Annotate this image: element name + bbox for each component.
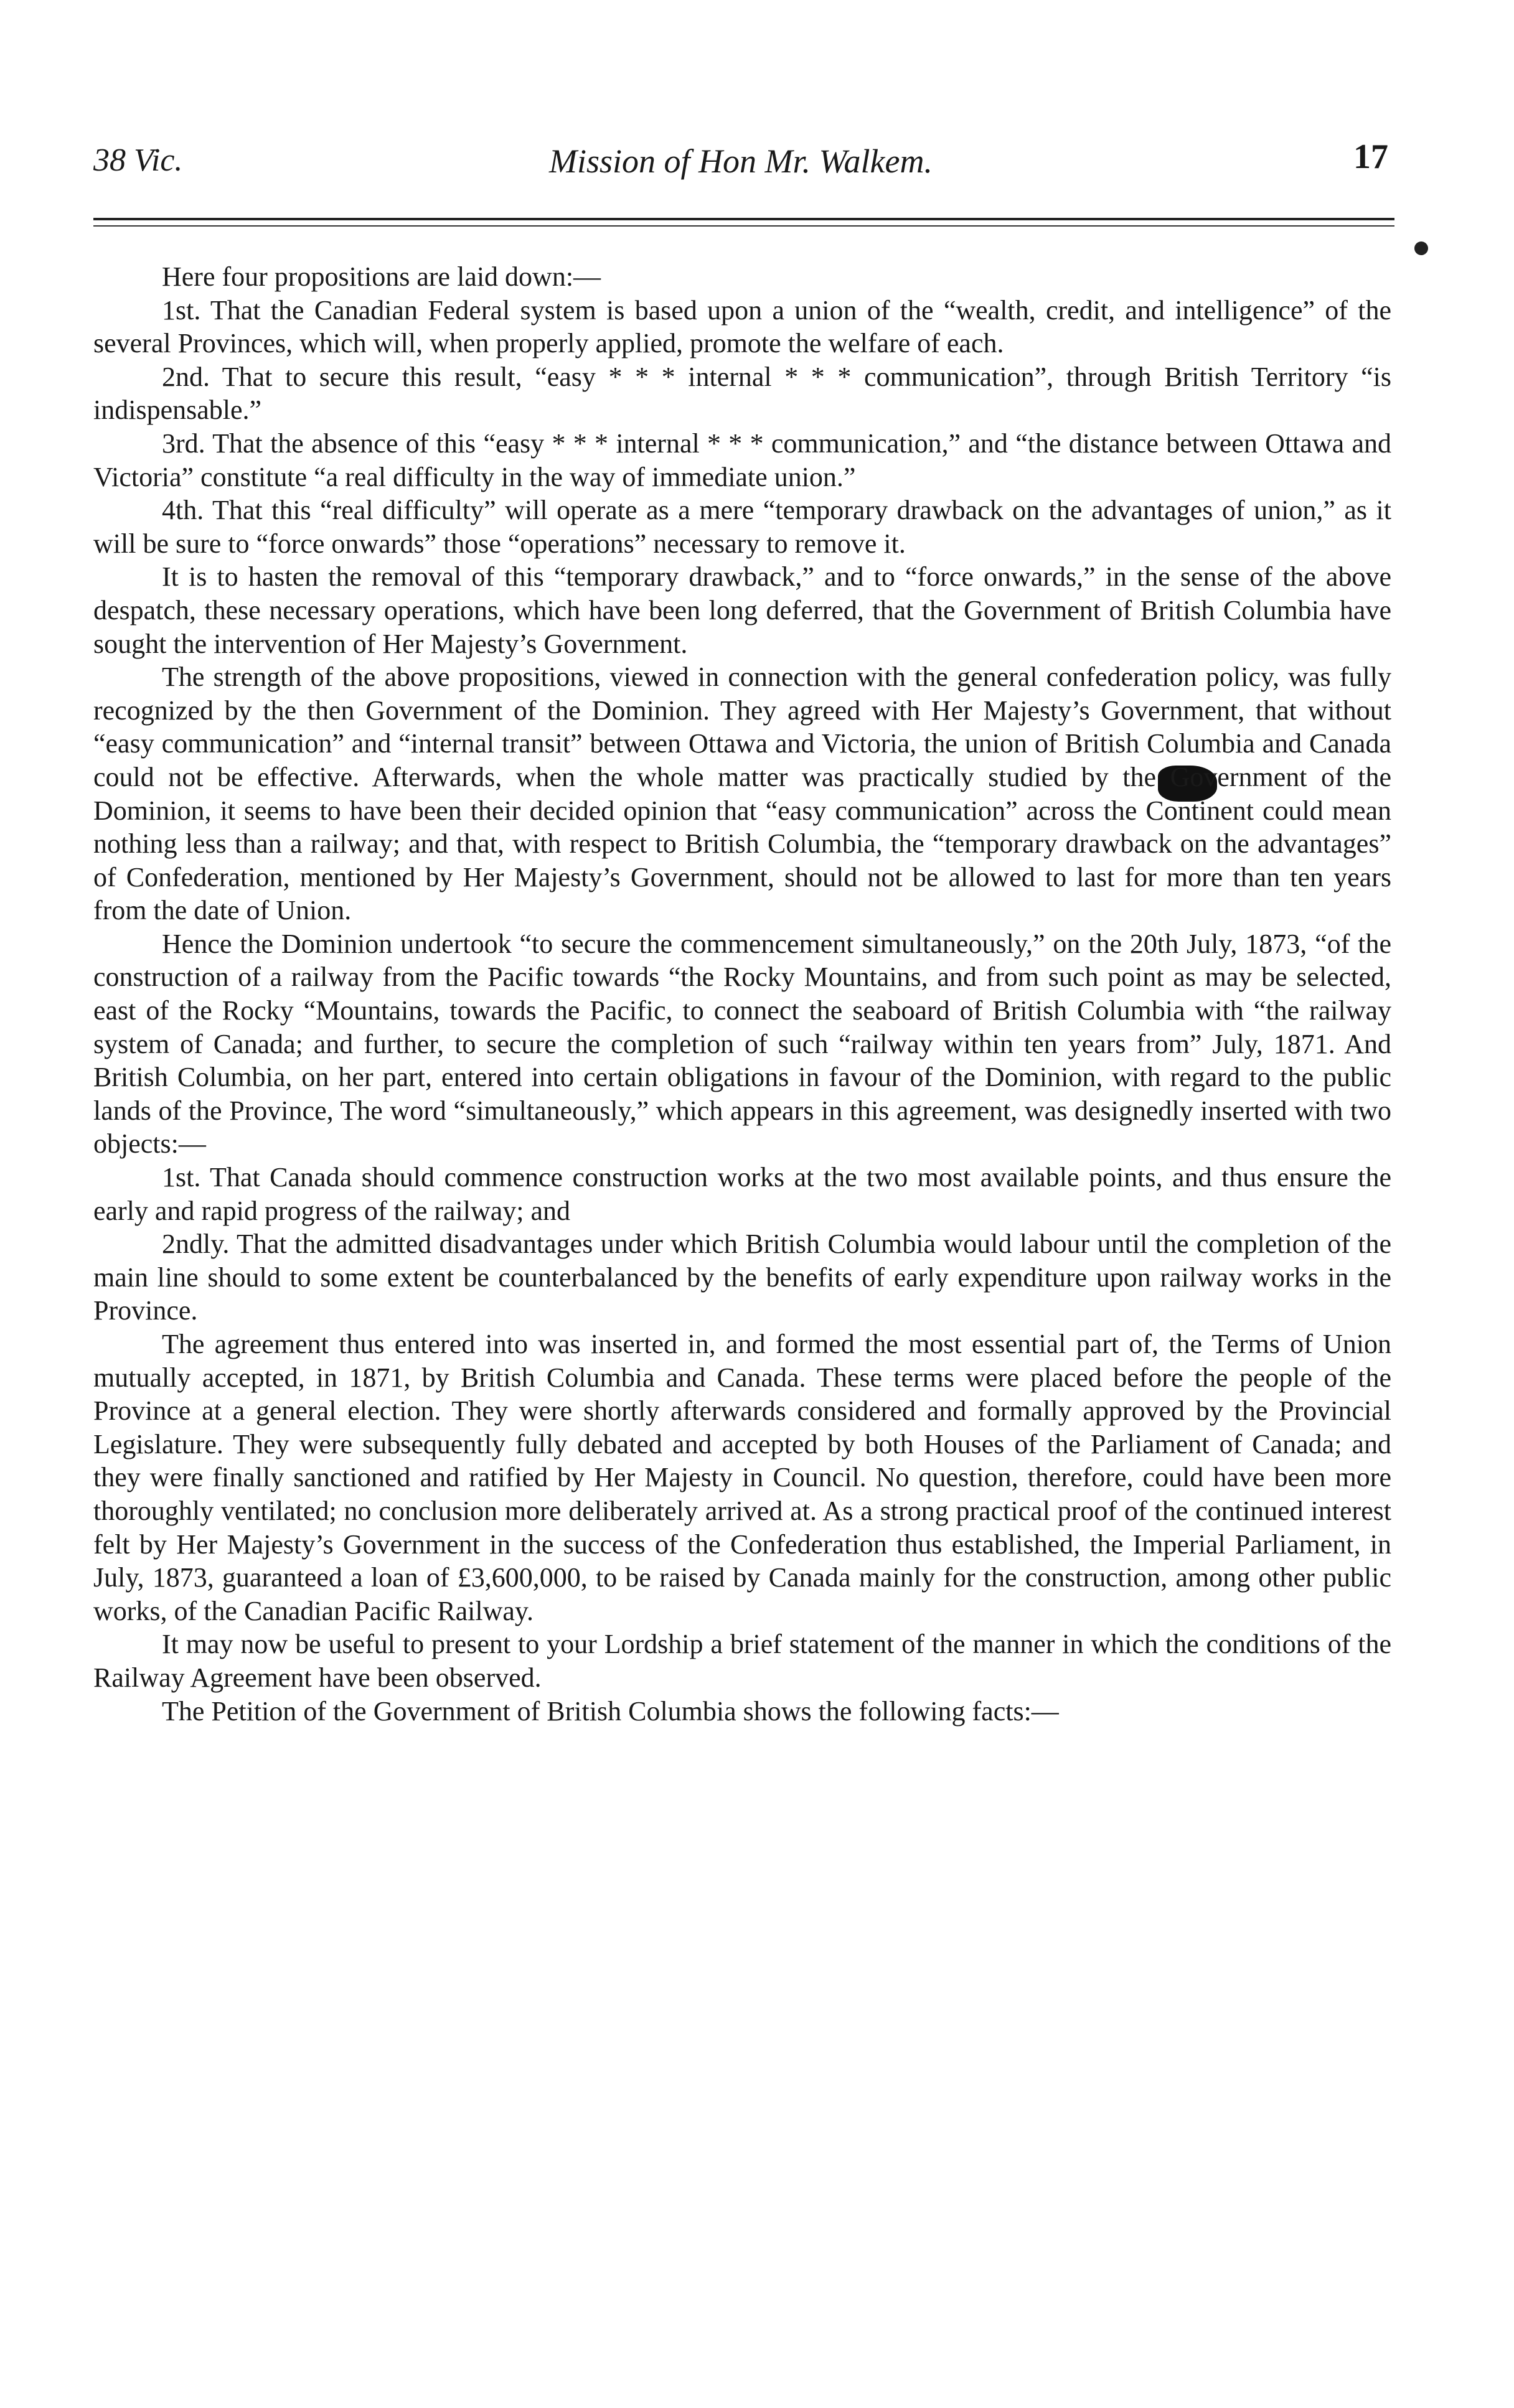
ink-mark (1414, 241, 1428, 255)
body-text (93, 260, 1391, 1728)
header-rule-thick (93, 218, 1394, 220)
paragraph: Here four propositions are laid down:— (162, 261, 601, 292)
header-session: 38 Vic. (93, 143, 183, 178)
header-title: Mission of Hon Mr. Walkem. (549, 143, 933, 180)
paragraph: 1st. That the Canadian Federal system is based upon a union of the “wealth, credit, and intelligence” of the several Provinces, which will, when properly applied, promote the welfare of each. (93, 294, 1391, 359)
paragraph: 4th. That this “real difficulty” will operate as a mere “temporary drawback on the advantages of union,” as it will be sure to “force onwards” those “operations” necessary to remove it. (93, 495, 1391, 559)
paragraph: 3rd. That the absence of this “easy * * * internal * * * communication,” and “the distance between Ottawa and Victoria” constitute “a real difficulty in the way of immediate union.” (93, 428, 1391, 492)
paragraph: Hence the Dominion undertook “to secure the commencement simultaneously,” on the 20th July, 1873, “of the construction of a railway from the Pacific towards “the Rocky Mountains, and from such point as may be selected, east of the Rocky “Mountains, towards the Pacific, to connect the seaboard of British Columbia with “the railway system of Canada; and further, to secure the completion of such “railway within ten years from” July, 1871. And British Columbia, on her part, entered into certain obligations in favour of the Dominion, with regard to the public lands of the Province, The word “simultaneously,” which appears in this agreement, was designedly inserted with two objects:— (93, 928, 1391, 1159)
paragraph: 1st. That Canada should commence construction works at the two most available points, and thus ensure the early and rapid progress of the railway; and (93, 1162, 1391, 1226)
paragraph: The Petition of the Government of British Columbia shows the following facts:— (162, 1695, 1059, 1726)
paragraph: 2nd. That to secure this result, “easy * * * internal * * * communication”, through British Territory “is indispensable.” (93, 361, 1391, 426)
paragraph: 2ndly. That the admitted disadvantages under which British Columbia would labour until the completion of the main line should to some extent be counterbalanced by the benefits of early expenditure upon railway works in the Province. (93, 1229, 1391, 1326)
paragraph: It may now be useful to present to your Lordship a brief statement of the manner in which the conditions of the Railway Agreement have been observed. (93, 1629, 1391, 1693)
paragraph: The agreement thus entered into was inserted in, and formed the most essential part of, the Terms of Union mutually accepted, in 1871, by British Columbia and Canada. These terms were placed before the people of the Province at a general election. They were shortly afterwards considered and formally approved by the Provincial Legislature. They were subsequently fully debated and accepted by both Houses of the Parliament of Canada; and they were finally sanctioned and ratified by Her Majesty in Council. No question, therefore, could have been more thoroughly ventilated; no conclusion more deliberately arrived at. As a strong practical proof of the continued interest felt by Her Majesty’s Government in the success of the Confederation thus established, the Imperial Parliament, in July, 1873, guaranteed a loan of £3,600,000, to be raised by Canada mainly for the construction, among other public works, of the Canadian Pacific Railway. (93, 1329, 1391, 1626)
header-rule-thin (93, 225, 1394, 227)
paragraph: The strength of the above propositions, viewed in connection with the general confederation policy, was fully recognized by the then Government of the Dominion. They agreed with Her Majesty’s Government, that without “easy communication” and “internal transit” between Ottawa and Victoria, the union of British Columbia and Canada could not be effective. Afterwards, when the whole matter was practically studied by the Government of the Dominion, it seems to have been their decided opinion that “easy communication” across the Continent could mean nothing less than a railway; and that, with respect to British Columbia, the “temporary drawback on the advantages” of Confederation, mentioned by Her Majesty’s Government, should not be allowed to last for more than ten years from the date of Union. (93, 662, 1391, 926)
paragraph: It is to hasten the removal of this “temporary drawback,” and to “force onwards,” in the sense of the above despatch, these necessary operations, which have been long deferred, that the Government of British Columbia have sought the intervention of Her Majesty’s Government. (93, 561, 1391, 659)
running-header (93, 137, 1388, 193)
page-number: 17 (1353, 138, 1388, 176)
